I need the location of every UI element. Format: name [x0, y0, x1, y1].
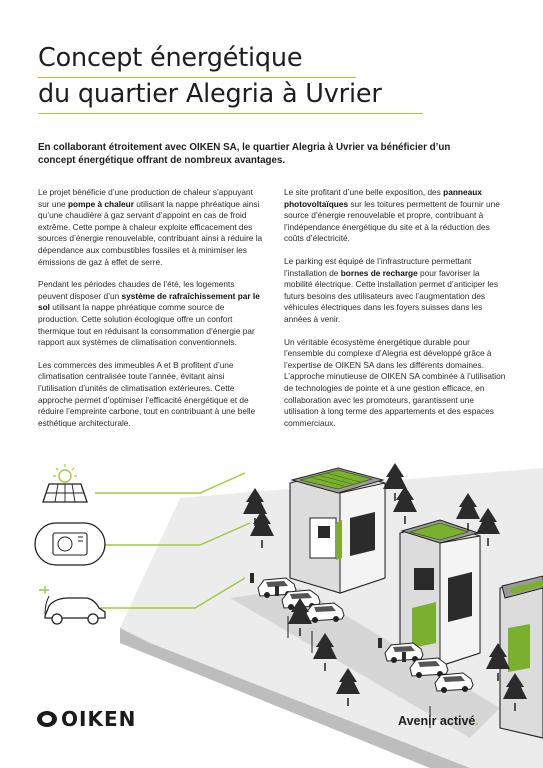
- tagline-dot: .: [475, 714, 479, 728]
- tagline: Avenir activé.: [398, 714, 479, 728]
- page-title: [38, 40, 438, 112]
- title-underline-2: [38, 113, 423, 114]
- heat-pump-icon: [35, 523, 105, 565]
- oiken-logo-mark-icon: [36, 710, 58, 728]
- building-1: [290, 468, 385, 593]
- left-column: [38, 187, 264, 440]
- air-conditioning-paragraph: Les commerces des immeubles A et B profitent d’une climatisation centralisée toute l’année, évitant ainsi l’utilisation d’unités de climatisation extérieures. Cette approche permet d’optimiser l’efficacité énergétique et de réduire l’empreinte carbone, tout en contribuant à une belle esthétique architecturale.: [38, 359, 256, 428]
- cooling-term: système de rafraîchissement par le sol: [38, 290, 260, 313]
- solar-panel-sun-icon: [43, 464, 87, 502]
- parked-car: [306, 603, 344, 623]
- cooling-paragraph: Pendant les périodes chaudes de l’été, les logements peuvent disposer d’un système de rafraîchissement par le sol utilisant la nappe phréatique comme source de production. Cette solution écologique offre un confort thermique tout en réduisant la consommation d’énergie par rapport aux systèmes de climatisation conventionnels.: [38, 279, 260, 348]
- ecosystem-paragraph: Un véritable écosystème énergétique durable pour l’ensemble du complexe d’Alegria est développé grâce à l’expertise de OIKEN SA dans les différents domaines. L’approche minutieuse de OIKEN SA combinée à l’utilisation de technologies de pointe et à une gestion efficace, en collaboration avec les promoteurs, garantissent une utilisation à long terme des appartements et des espaces commerciaux.: [284, 336, 506, 428]
- intro-paragraph: En collaborant étroitement avec OIKEN SA, le quartier Alegria à Uvrier va bénéficier d’un concept énergétique offrant de nombreux avantages.: [38, 142, 451, 166]
- logo-text: OIKEN: [61, 707, 137, 731]
- oiken-logo: [36, 707, 136, 731]
- title-line-1: Concept énergétique: [38, 43, 303, 73]
- title-line-2: du quartier Alegria à Uvrier: [38, 79, 382, 109]
- charging-paragraph: Le parking est équipé de l’infrastructure permettant l’installation de bornes de recharge pour favoriser la mobilité électrique. Cette installation permet d’anticiper les futurs besoins des utilisateurs avec l’augmentation des véhicules électriques dans les foyers suisses dans les années à venir.: [284, 255, 498, 324]
- charging-term: bornes de recharge: [340, 267, 418, 278]
- photovoltaic-paragraph: Le site profitant d’une belle exposition, des panneaux photovoltaïques sur les toitures permettent de fournir une source d’énergie renouvelable et propre, contribuant à l’indépendance énergétique du site et à la réduction des coûts d’électricité.: [284, 187, 500, 244]
- electric-car-plug-icon: [39, 586, 105, 624]
- right-column: [284, 187, 506, 440]
- heat-pump-term: pompe à chaleur: [67, 198, 134, 209]
- heat-pump-paragraph: Le projet bénéficie d’une production de chaleur s’appuyant sur une pompe à chaleur utilisant la nappe phréatique ainsi qu’une chaudière à gaz servant d’appoint en cas de froid extrême. Cette pompe à chaleur exploite efficacement des sources d’énergie renouvelable, contribuant ainsi à réduire la dépendance aux combustibles fossiles et à minimiser les émissions de gaz à effet de serre.: [38, 187, 263, 267]
- parked-car: [435, 673, 473, 693]
- photovoltaic-term: panneaux photovoltaïques: [284, 187, 482, 209]
- title-underline-1: [38, 77, 356, 78]
